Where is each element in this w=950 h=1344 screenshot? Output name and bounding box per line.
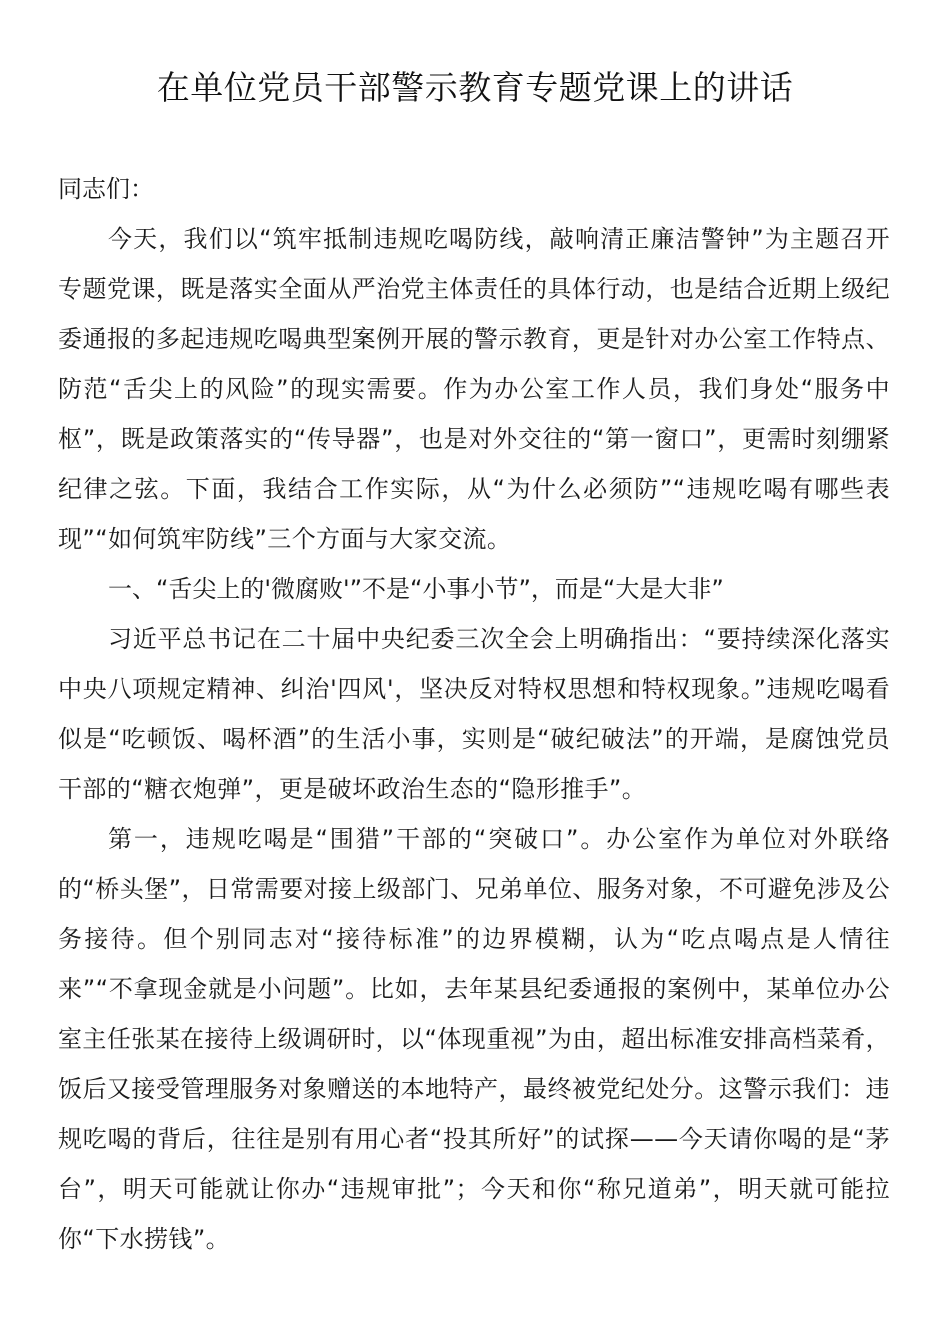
document-title: 在单位党员干部警示教育专题党课上的讲话 [156, 68, 794, 107]
section-paragraph-2: 第一，违规吃喝是“围猎”干部的“突破口”。办公室作为单位对外联络的“桥头堡”，日常需要对接上级部门、兄弟单位、服务对象，不可避免涉及公务接待。但个别同志对“接待标准”的边界模糊，认为“吃点喝点是人情往来”“不拿现金就是小问题”。比如，去年某县纪委通报的案例中，某单位办公室主任张某在接待上级调研时，以“体现重视”为由，超出标准安排高档菜肴，饭后又接受管理服务对象赠送的本地特产，最终被党纪处分。这警示我们：违规吃喝的背后，往往是别有用心者“投其所好”的试探——今天请你喝的是“茅台”，明天可能就让你办“违规审批”；今天和你“称兄道弟”，明天就可能拉你“下水捞钱”。 [58, 825, 890, 1253]
salutation: 同志们： [58, 175, 154, 203]
document-body [58, 164, 890, 1264]
section-paragraph-1: 习近平总书记在二十届中央纪委三次全会上明确指出：“要持续深化落实中央八项规定精神、纠治'四风'，坚决反对特权思想和特权现象。”违规吃喝看似是“吃顿饭、喝杯酒”的生活小事，实则是“破纪破法”的开端，是腐蚀党员干部的“糖衣炮弹”，更是破坏政治生态的“隐形推手”。 [58, 625, 890, 803]
section-heading: 一、“舌尖上的'微腐败'”不是“小事小节”，而是“大是大非” [108, 575, 724, 603]
intro-paragraph: 今天，我们以“筑牢抵制违规吃喝防线，敲响清正廉洁警钟”为主题召开专题党课，既是落实全面从严治党主体责任的具体行动，也是结合近期上级纪委通报的多起违规吃喝典型案例开展的警示教育，更是针对办公室工作特点、防范“舌尖上的风险”的现实需要。作为办公室工作人员，我们身处“服务中枢”，既是政策落实的“传导器”，也是对外交往的“第一窗口”，更需时刻绷紧纪律之弦。下面，我结合工作实际，从“为什么必须防”“违规吃喝有哪些表现”“如何筑牢防线”三个方面与大家交流。 [58, 225, 890, 553]
